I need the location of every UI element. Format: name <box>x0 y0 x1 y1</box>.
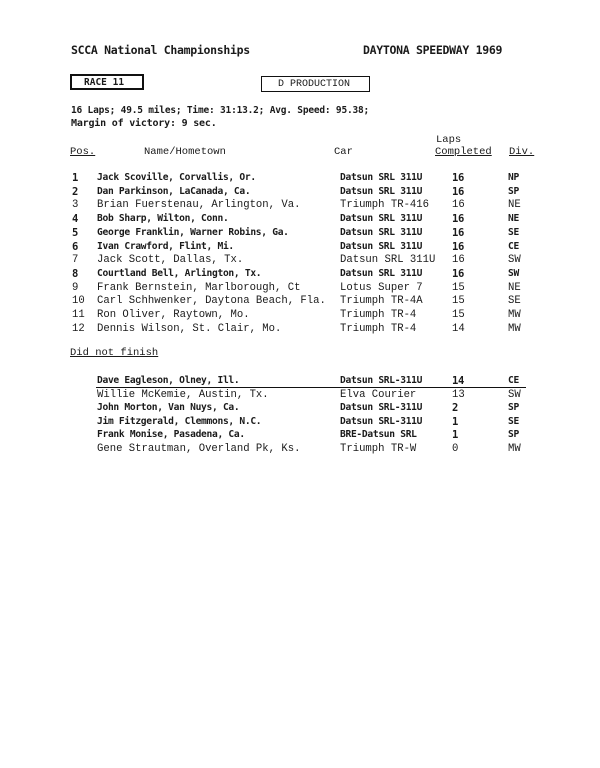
dnf-div: MW <box>508 443 521 455</box>
finishers-car: Triumph TR-4A <box>340 295 423 308</box>
dnf-row <box>0 389 600 403</box>
dnf-name: Frank Monise, Pasadena, Ca. <box>97 429 245 441</box>
dnf-car: Triumph TR-W <box>340 443 417 455</box>
finishers-name: George Franklin, Warner Robins, Ga. <box>97 226 289 238</box>
race-number: RACE 11 <box>84 76 125 88</box>
finishers-div: SE <box>508 295 521 308</box>
finishers-div: SE <box>508 226 519 238</box>
finishers-laps: 15 <box>452 309 465 321</box>
finishers-row <box>0 172 600 186</box>
dnf-name: Gene Strautman, Overland Pk, Ks. <box>97 443 301 455</box>
dnf-laps: 13 <box>452 388 465 401</box>
finishers-pos: 8 <box>72 267 79 280</box>
dnf-label: Did not finish <box>70 347 159 359</box>
finishers-row <box>0 323 600 337</box>
dnf-div: SP <box>508 429 519 441</box>
dnf-div: SP <box>508 402 519 414</box>
car-header: Car <box>334 146 353 158</box>
finishers-car: Datsun SRL 311U <box>340 213 423 225</box>
dnf-car: Datsun SRL-311U <box>340 375 423 386</box>
finishers-name: Carl Schhwenker, Daytona Beach, Fla. <box>97 295 326 308</box>
name-header: Name/Hometown <box>144 146 226 158</box>
finishers-name: Bob Sharp, Wilton, Conn. <box>97 213 229 225</box>
dnf-name: Jim Fitzgerald, Clemmons, N.C. <box>97 415 262 427</box>
finishers-pos: 4 <box>72 213 79 226</box>
finishers-laps: 16 <box>452 172 465 184</box>
finishers-row <box>0 227 600 241</box>
finishers-name: Courtland Bell, Arlington, Tx. <box>97 267 262 279</box>
dnf-row <box>0 416 600 430</box>
finishers-div: MW <box>508 309 521 321</box>
finishers-pos: 5 <box>72 226 79 239</box>
finishers-laps: 15 <box>452 281 465 294</box>
race-info: 16 Laps; 49.5 miles; Time: 31:13.2; Avg. Speed: 95.38; <box>71 105 370 116</box>
finishers-car: Datsun SRL 311U <box>340 226 423 238</box>
finishers-car: Datsun SRL 311U <box>340 254 436 267</box>
finishers-row <box>0 268 600 282</box>
dnf-div: SW <box>508 388 521 401</box>
finishers-laps: 16 <box>452 240 465 253</box>
finishers-laps: 15 <box>452 295 465 308</box>
margin-of-victory: Margin of victory: 9 sec. <box>71 118 217 129</box>
dnf-laps: 0 <box>452 443 459 455</box>
finishers-name: Brian Fuerstenau, Arlington, Va. <box>97 199 301 212</box>
finishers-name: Frank Bernstein, Marlborough, Ct <box>97 281 301 294</box>
finishers-row <box>0 295 600 309</box>
finishers-row <box>0 309 600 323</box>
dnf-div: CE <box>508 375 519 386</box>
finishers-car: Datsun SRL 311U <box>340 185 423 197</box>
finishers-name: Dan Parkinson, LaCanada, Ca. <box>97 185 251 197</box>
finishers-name: Ivan Crawford, Flint, Mi. <box>97 240 234 252</box>
finishers-laps: 16 <box>452 185 465 198</box>
finishers-div: SP <box>508 185 519 197</box>
finishers-pos: 12 <box>72 322 85 335</box>
race-number-box <box>70 74 144 90</box>
finishers-name: Jack Scoville, Corvallis, Or. <box>97 172 256 183</box>
finishers-pos: 6 <box>72 240 79 253</box>
finishers-car: Triumph TR-4 <box>340 322 417 335</box>
finishers-div: NP <box>508 172 519 183</box>
dnf-name: Dave Eagleson, Olney, Ill. <box>97 375 240 386</box>
finishers-pos: 3 <box>72 199 79 212</box>
finishers-row <box>0 199 600 213</box>
laps-completed-header: Completed <box>435 146 492 158</box>
finishers-laps: 16 <box>452 254 465 267</box>
dnf-laps: 2 <box>452 402 459 415</box>
finishers-pos: 7 <box>72 254 79 267</box>
laps-header-top: Laps <box>436 134 462 146</box>
event-title: DAYTONA SPEEDWAY 1969 <box>363 43 503 57</box>
finishers-name: Ron Oliver, Raytown, Mo. <box>97 309 250 321</box>
finishers-div: SW <box>508 267 519 279</box>
dnf-laps: 1 <box>452 415 459 428</box>
finishers-div: NE <box>508 281 521 294</box>
finishers-pos: 9 <box>72 281 79 294</box>
dnf-laps: 14 <box>452 375 465 387</box>
div-header: Div. <box>509 146 535 158</box>
finishers-pos: 11 <box>72 309 85 321</box>
pos-header: Pos. <box>70 146 96 158</box>
dnf-laps: 1 <box>452 429 459 442</box>
class-box <box>261 76 370 92</box>
finishers-car: Triumph TR-416 <box>340 199 430 212</box>
finishers-row <box>0 186 600 200</box>
class-name: D PRODUCTION <box>278 78 351 90</box>
finishers-car: Datsun SRL 311U <box>340 267 423 279</box>
dnf-row <box>0 443 600 457</box>
dnf-top-rule <box>96 387 526 388</box>
finishers-div: NE <box>508 213 519 225</box>
finishers-laps: 16 <box>452 267 465 280</box>
finishers-name: Jack Scott, Dallas, Tx. <box>97 254 244 267</box>
finishers-row <box>0 241 600 255</box>
finishers-row <box>0 213 600 227</box>
dnf-car: BRE-Datsun SRL <box>340 429 417 441</box>
finishers-div: MW <box>508 322 521 335</box>
finishers-laps: 16 <box>452 213 465 226</box>
finishers-name: Dennis Wilson, St. Clair, Mo. <box>97 322 282 335</box>
finishers-car: Datsun SRL 311U <box>340 172 423 183</box>
dnf-car: Elva Courier <box>340 388 417 401</box>
finishers-laps: 16 <box>452 226 465 239</box>
dnf-name: John Morton, Van Nuys, Ca. <box>97 402 240 414</box>
dnf-car: Datsun SRL-311U <box>340 402 423 414</box>
document-title: SCCA National Championships <box>71 43 250 57</box>
finishers-row <box>0 282 600 296</box>
dnf-row <box>0 402 600 416</box>
finishers-div: CE <box>508 240 519 252</box>
finishers-laps: 14 <box>452 322 465 335</box>
dnf-name: Willie McKemie, Austin, Tx. <box>97 388 269 401</box>
dnf-row <box>0 429 600 443</box>
finishers-car: Lotus Super 7 <box>340 281 423 294</box>
finishers-div: SW <box>508 254 521 267</box>
finishers-pos: 10 <box>72 295 85 308</box>
finishers-laps: 16 <box>452 199 465 212</box>
dnf-car: Datsun SRL-311U <box>340 415 423 427</box>
finishers-pos: 2 <box>72 185 79 198</box>
finishers-car: Datsun SRL 311U <box>340 240 423 252</box>
finishers-row <box>0 254 600 268</box>
finishers-div: NE <box>508 199 521 212</box>
finishers-car: Triumph TR-4 <box>340 309 417 321</box>
finishers-pos: 1 <box>72 172 79 184</box>
dnf-div: SE <box>508 415 519 427</box>
